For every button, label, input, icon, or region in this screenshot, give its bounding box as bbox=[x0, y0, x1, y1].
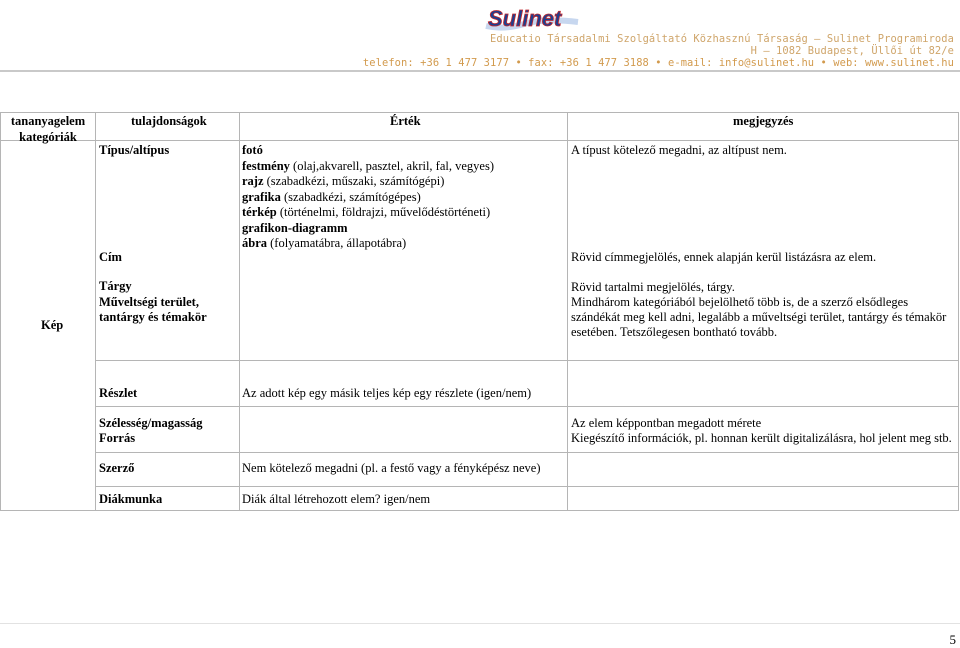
type-value-item: ábra (folyamatábra, állapotábra) bbox=[242, 236, 407, 250]
table-border bbox=[95, 452, 959, 453]
size-note: Az elem képpontban megadott mérete bbox=[571, 416, 762, 430]
property-student-work: Diákmunka bbox=[99, 492, 163, 506]
property-subject: Tárgy bbox=[99, 279, 132, 293]
header-rule bbox=[0, 70, 960, 72]
property-subject-area: Műveltségi terület, bbox=[99, 295, 199, 309]
logo-text: Sulinet bbox=[488, 6, 562, 31]
org-address: H – 1082 Budapest, Üllői út 82/e bbox=[750, 45, 954, 57]
property-source: Forrás bbox=[99, 431, 136, 445]
table-border bbox=[0, 140, 959, 141]
detail-value: Az adott kép egy másik teljes kép egy részlete (igen/nem) bbox=[242, 386, 532, 400]
footer-rule bbox=[0, 623, 960, 624]
table-border bbox=[0, 112, 1, 511]
subject-note-line: Rövid tartalmi megjelölés, tárgy. bbox=[571, 280, 735, 294]
title-note: Rövid címmegjelölés, ennek alapján kerül listázásra az elem. bbox=[571, 250, 877, 264]
type-value-item: rajz (szabadkézi, műszaki, számítógépi) bbox=[242, 174, 445, 188]
property-detail: Részlet bbox=[99, 386, 138, 400]
property-subject-topic: tantárgy és témakör bbox=[99, 310, 207, 324]
property-type: Típus/altípus bbox=[99, 143, 170, 157]
col-header-properties: tulajdonságok bbox=[131, 114, 207, 128]
source-note: Kiegészítő információk, pl. honnan került digitalizálásra, hol jelent meg stb. bbox=[571, 431, 952, 445]
property-author: Szerző bbox=[99, 461, 135, 475]
type-value-item: grafikon-diagramm bbox=[242, 220, 348, 235]
subject-note-line: szándékát meg kell adni, legalább a műveltségi terület, tantárgy és témakör bbox=[571, 310, 947, 324]
col-header-value: Érték bbox=[390, 114, 421, 128]
type-value-item: grafika (szabadkézi, számítógépes) bbox=[242, 189, 421, 204]
table-border bbox=[0, 112, 959, 113]
table-border bbox=[95, 406, 959, 407]
type-note: A típust kötelező megadni, az altípust nem. bbox=[571, 143, 787, 157]
subject-note-line: esetében. Tetszőlegesen bontható tovább. bbox=[571, 325, 778, 339]
sulinet-logo bbox=[484, 4, 580, 36]
table-border bbox=[0, 510, 959, 511]
property-title: Cím bbox=[99, 250, 122, 264]
org-name: Educatio Társadalmi Szolgáltató Közhasznú Társaság – Sulinet Programiroda bbox=[490, 33, 954, 45]
author-value: Nem kötelező megadni (pl. a festő vagy a fényképész neve) bbox=[242, 461, 541, 475]
table-border bbox=[95, 360, 959, 361]
type-values bbox=[242, 143, 494, 252]
type-value-item: fotó bbox=[242, 143, 263, 157]
type-value-item: festmény (olaj,akvarell, pasztel, akril, fal, vegyes) bbox=[242, 158, 494, 173]
table-border bbox=[95, 486, 959, 487]
col-header-note: megjegyzés bbox=[733, 114, 794, 128]
type-value-item: térkép (történelmi, földrajzi, művelődéstörténeti) bbox=[242, 205, 491, 219]
category-label: Kép bbox=[41, 318, 64, 332]
page-number: 5 bbox=[949, 632, 956, 647]
property-size: Szélesség/magasság bbox=[99, 416, 203, 430]
subject-note-line: Mindhárom kategóriából bejelölhető több is, de a szerző elsődleges bbox=[571, 295, 909, 309]
col-header-categories: tananyagelem kategóriák bbox=[10, 114, 86, 144]
student-work-value: Diák által létrehozott elem? igen/nem bbox=[242, 492, 431, 506]
org-contact: telefon: +36 1 477 3177 • fax: +36 1 477 3188 • e-mail: info@sulinet.hu • web: www.sulinet.hu bbox=[362, 57, 954, 69]
